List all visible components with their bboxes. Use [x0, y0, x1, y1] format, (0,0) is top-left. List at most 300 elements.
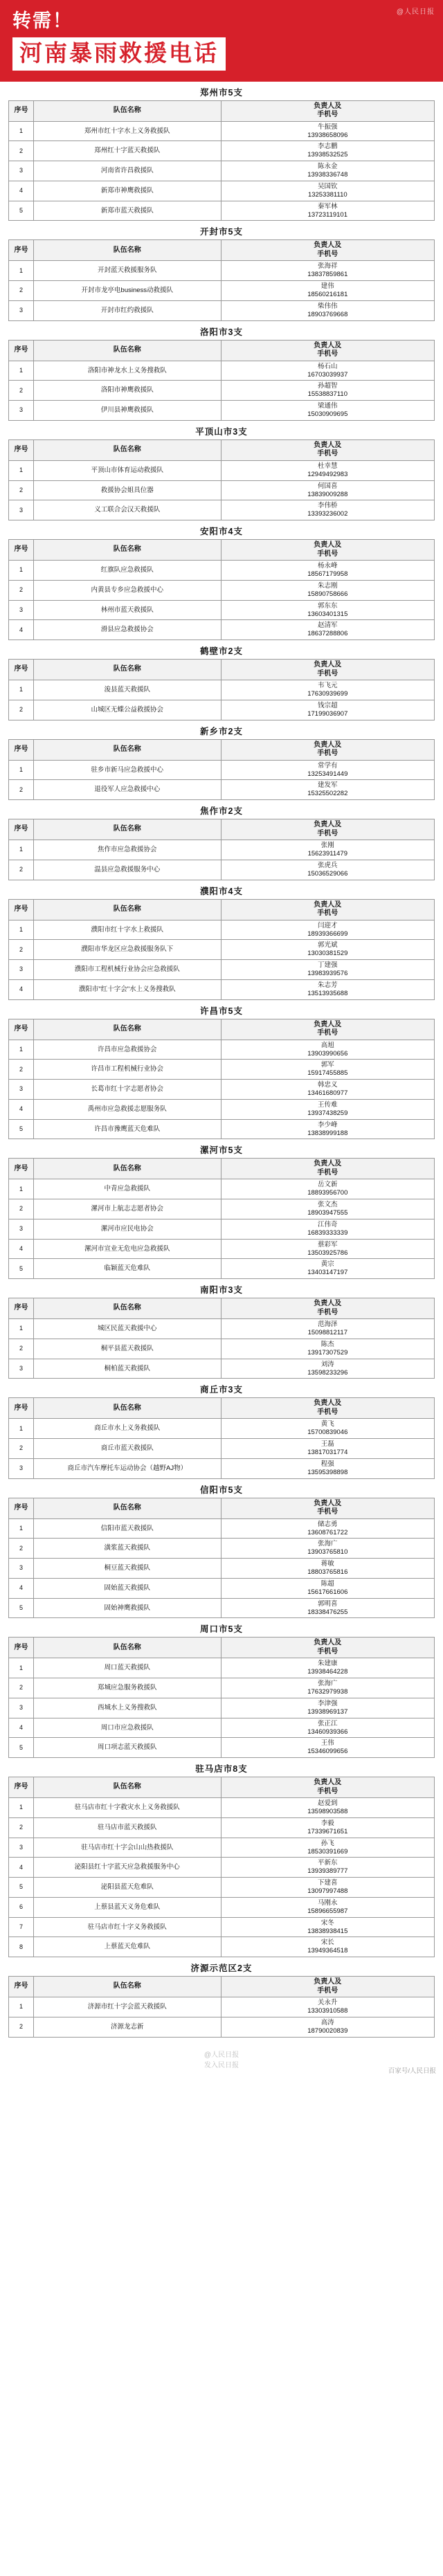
cell-index: 3 [9, 300, 34, 320]
contact-phone[interactable]: 17632979938 [307, 1688, 348, 1696]
column-header-contact [221, 439, 434, 460]
table-row [9, 1219, 435, 1239]
contact-phone[interactable]: 13303910588 [307, 2007, 348, 2015]
cell-team-name: 驻乡市新马应急救援中心 [34, 760, 222, 780]
table-row [9, 361, 435, 381]
contact-phone[interactable]: 13461680977 [307, 1089, 348, 1097]
region-title: 濮阳市4支 [200, 886, 243, 896]
cell-team-name: 开封市红约救援队 [34, 300, 222, 320]
table-row [9, 281, 435, 301]
contact-phone[interactable]: 13983939576 [307, 970, 348, 977]
contact-phone[interactable]: 18530391669 [307, 1847, 348, 1856]
column-header-contact [221, 819, 434, 840]
cell-index: 2 [9, 1439, 34, 1459]
column-header-contact-line1: 负责人及 [314, 1499, 342, 1507]
cell-index: 5 [9, 1259, 34, 1279]
column-header-contact-line2: 手机号 [317, 1029, 338, 1037]
column-header-index: 序号 [9, 1777, 34, 1798]
contact-phone[interactable]: 13460939366 [307, 1727, 348, 1736]
contact-name: 平新东 [318, 1859, 338, 1867]
region-block [0, 321, 443, 421]
table-row [9, 1658, 435, 1678]
table-row [9, 1359, 435, 1379]
column-header-contact-line2: 手机号 [317, 111, 338, 119]
contact-phone[interactable]: 13603401315 [307, 610, 348, 618]
contact-phone[interactable]: 15890758666 [307, 590, 348, 598]
rescue-team-table [8, 1637, 435, 1758]
table-row [9, 1578, 435, 1598]
cell-index: 2 [9, 580, 34, 600]
contact-phone[interactable]: 18939366699 [307, 929, 348, 938]
cell-contact [221, 1917, 434, 1937]
table-header-row [9, 739, 435, 760]
contact-phone[interactable]: 15030909695 [307, 410, 348, 418]
table-row [9, 1060, 435, 1080]
contact-phone[interactable]: 13598903588 [307, 1808, 348, 1815]
cell-index: 3 [9, 401, 34, 421]
contact-phone[interactable]: 13723119101 [307, 210, 347, 219]
cell-contact [221, 1738, 434, 1758]
cell-index: 1 [9, 840, 34, 860]
cell-index: 2 [9, 1539, 34, 1559]
contact-name: 李伟桥 [318, 502, 338, 510]
region-title: 南阳市3支 [200, 1285, 243, 1296]
table-row [9, 580, 435, 600]
contact-name: 杨石山 [318, 362, 338, 370]
contact-name: 下建喜 [318, 1879, 338, 1887]
watermark-top: @人民日报 [396, 8, 435, 16]
contact-phone[interactable]: 15896655987 [307, 1907, 348, 1915]
contact-name: 范海泽 [318, 1321, 338, 1329]
column-header-contact-line1: 负责人及 [314, 1160, 342, 1168]
table-row [9, 700, 435, 720]
cell-team-name: 开封蓝天救援服务队 [34, 261, 222, 281]
contact-phone[interactable]: 18567179958 [307, 570, 348, 578]
contact-phone[interactable]: 15700839046 [307, 1428, 348, 1437]
table-row [9, 261, 435, 281]
column-header-team: 队伍名称 [34, 739, 222, 760]
contact-name: 杨永峰 [318, 562, 338, 570]
contact-name: 李少峰 [318, 1121, 338, 1129]
table-row [9, 940, 435, 960]
cell-contact [221, 141, 434, 161]
cell-team-name: 周口市应急救援队 [34, 1718, 222, 1738]
cell-contact [221, 1080, 434, 1100]
contact-name: 王磊 [320, 1440, 334, 1449]
column-header-index: 序号 [9, 1638, 34, 1658]
column-header-contact [221, 899, 434, 920]
contact-name: 蒋敏 [320, 1560, 334, 1568]
cell-team-name: 新郑市蓝天救援队 [34, 201, 222, 221]
contact-phone[interactable]: 13817031774 [307, 1449, 348, 1456]
table-row [9, 1838, 435, 1858]
cell-index: 1 [9, 760, 34, 780]
cell-contact [221, 620, 434, 640]
cell-index: 3 [9, 1219, 34, 1239]
cell-contact [221, 940, 434, 960]
region-title: 安阳市4支 [200, 527, 243, 537]
cell-index: 2 [9, 2017, 34, 2037]
table-row [9, 1040, 435, 1060]
cell-index: 5 [9, 1878, 34, 1898]
contact-phone[interactable]: 15538837110 [307, 390, 347, 399]
cell-contact [221, 1997, 434, 2017]
region-title: 开封市5支 [200, 227, 243, 237]
cell-index: 4 [9, 1099, 34, 1119]
contact-name: 江伟奇 [318, 1220, 338, 1228]
cell-team-name: 新郑市神鹰救援队 [34, 181, 222, 201]
cell-team-name: 商丘市蓝天救援队 [34, 1439, 222, 1459]
rescue-team-table [8, 659, 435, 720]
column-header-contact-line1: 负责人及 [314, 242, 342, 250]
regions-container [0, 82, 443, 2038]
cell-team-name: 桐柏蓝天救援队 [34, 1359, 222, 1379]
cell-team-name: 城区民蓝天救援中心 [34, 1319, 222, 1339]
contact-phone[interactable]: 13598233296 [307, 1368, 348, 1377]
cell-team-name: 泌阳县蓝天危难队 [34, 1878, 222, 1898]
cell-contact [221, 1339, 434, 1359]
cell-contact [221, 2017, 434, 2037]
cell-index: 3 [9, 161, 34, 181]
column-header-team: 队伍名称 [34, 340, 222, 361]
column-header-contact [221, 1159, 434, 1179]
contact-name: 蔡彩军 [318, 1240, 338, 1249]
contact-phone[interactable]: 15098812117 [307, 1329, 347, 1336]
cell-index: 5 [9, 1598, 34, 1618]
contact-name: 张海广 [318, 1540, 338, 1548]
cell-contact [221, 1698, 434, 1718]
column-header-contact-line1: 负责人及 [314, 1639, 342, 1647]
contact-name: 程强 [320, 1460, 334, 1468]
contact-phone[interactable]: 13253381110 [307, 190, 347, 199]
table-row [9, 1817, 435, 1838]
table-row [9, 920, 435, 940]
cell-team-name: 濮阳市华龙区应急救援服务队下 [34, 940, 222, 960]
rescue-team-table [8, 100, 435, 221]
cell-contact [221, 1937, 434, 1957]
table-row [9, 1997, 435, 2017]
column-header-index: 序号 [9, 340, 34, 361]
column-header-index: 序号 [9, 100, 34, 121]
contact-phone[interactable]: 13837859861 [307, 271, 348, 279]
cell-index: 2 [9, 780, 34, 800]
cell-index: 2 [9, 1339, 34, 1359]
contact-phone[interactable]: 13917307529 [307, 1348, 348, 1357]
contact-phone[interactable]: 13253491449 [307, 770, 348, 778]
contact-phone[interactable]: 18903947555 [307, 1209, 348, 1217]
contact-name: 张海祥 [318, 262, 338, 271]
footer-source: 百家号/人民日报 [388, 2067, 436, 2075]
cell-index: 7 [9, 1917, 34, 1937]
contact-name: 张刚 [320, 842, 334, 850]
cell-contact [221, 1119, 434, 1139]
cell-team-name: 上蔡县蓝天义务危难队 [34, 1897, 222, 1917]
table-row [9, 1239, 435, 1259]
column-header-contact-line2: 手机号 [317, 669, 338, 678]
contact-phone[interactable]: 15617661606 [307, 1588, 348, 1596]
contact-phone[interactable]: 13838999188 [307, 1129, 348, 1137]
column-header-index: 序号 [9, 899, 34, 920]
table-row [9, 1878, 435, 1898]
column-header-contact-line2: 手机号 [317, 1647, 338, 1656]
column-header-contact [221, 100, 434, 121]
cell-index: 1 [9, 1319, 34, 1339]
contact-phone[interactable]: 13937438259 [307, 1109, 348, 1117]
contact-phone[interactable]: 13608761722 [307, 1528, 348, 1536]
cell-team-name: 郑州市红十字水上义务救援队 [34, 121, 222, 141]
cell-contact [221, 760, 434, 780]
table-row [9, 1099, 435, 1119]
region-title: 许昌市5支 [200, 1006, 243, 1016]
cell-contact [221, 780, 434, 800]
cell-index: 2 [9, 700, 34, 720]
contact-phone[interactable]: 13938532525 [307, 151, 348, 159]
region-title: 洛阳市3支 [200, 327, 243, 337]
cell-team-name: 固始蓝天救援队 [34, 1578, 222, 1598]
cell-contact [221, 1598, 434, 1618]
cell-team-name: 周口蓝天救援队 [34, 1658, 222, 1678]
cell-index: 2 [9, 141, 34, 161]
contact-phone[interactable]: 13903990656 [307, 1049, 348, 1058]
cell-index: 4 [9, 1578, 34, 1598]
rescue-team-table [8, 1298, 435, 1379]
cell-contact [221, 161, 434, 181]
contact-phone[interactable]: 13503925786 [307, 1249, 348, 1257]
region-title: 商丘市3支 [200, 1385, 243, 1395]
poster-footer [0, 2047, 443, 2079]
contact-phone[interactable]: 13839009288 [307, 490, 348, 498]
contact-phone[interactable]: 13938336748 [307, 171, 348, 179]
rescue-team-table [8, 439, 435, 520]
contact-phone[interactable]: 13403147197 [307, 1269, 348, 1277]
contact-name: 郭明喜 [318, 1599, 338, 1608]
cell-contact [221, 281, 434, 301]
table-header-row [9, 1019, 435, 1040]
column-header-contact [221, 240, 434, 261]
column-header-index: 序号 [9, 240, 34, 261]
cell-team-name: 浚县蓝天救援队 [34, 680, 222, 700]
cell-team-name: 驻马店市红十字救灾水上义务救援队 [34, 1798, 222, 1818]
column-header-team: 队伍名称 [34, 439, 222, 460]
contact-name: 孙飞 [320, 1839, 334, 1847]
rescue-team-table [8, 1397, 435, 1478]
cell-team-name: 濮阳市"红十字会"水上义务搜救队 [34, 979, 222, 999]
contact-phone[interactable]: 13393236002 [307, 510, 348, 518]
contact-phone[interactable]: 13949364518 [307, 1947, 348, 1955]
table-header-row [9, 819, 435, 840]
cell-index: 1 [9, 121, 34, 141]
column-header-contact-line1: 负责人及 [314, 1399, 342, 1408]
cell-index: 3 [9, 1698, 34, 1718]
cell-index: 1 [9, 261, 34, 281]
table-row [9, 1598, 435, 1618]
cell-contact [221, 1878, 434, 1898]
cell-contact [221, 1539, 434, 1559]
cell-contact [221, 1458, 434, 1478]
contact-name: 黄宗 [320, 1260, 334, 1269]
cell-team-name: 漯河市上航志志愿者协会 [34, 1199, 222, 1219]
cell-index: 5 [9, 1119, 34, 1139]
contact-phone[interactable]: 13903765810 [307, 1548, 348, 1557]
table-header-row [9, 1638, 435, 1658]
contact-phone[interactable]: 18803765816 [307, 1568, 348, 1576]
cell-contact [221, 181, 434, 201]
footer-watermark-line1: @人民日报 [204, 2051, 239, 2059]
contact-phone[interactable]: 17630939699 [307, 690, 348, 698]
contact-phone[interactable]: 13595398898 [307, 1468, 348, 1476]
cell-team-name: 桐平县蓝天救援队 [34, 1339, 222, 1359]
cell-index: 3 [9, 600, 34, 620]
cell-index: 6 [9, 1897, 34, 1917]
table-row [9, 1439, 435, 1459]
contact-phone[interactable]: 13938969137 [307, 1707, 348, 1716]
region-title: 焦作市2支 [200, 806, 243, 817]
rescue-team-table [8, 340, 435, 421]
cell-contact [221, 840, 434, 860]
contact-name: 张文杰 [318, 1201, 338, 1209]
cell-contact [221, 1858, 434, 1878]
contact-phone[interactable]: 13097997488 [307, 1887, 348, 1895]
contact-name: 郭军 [320, 1061, 334, 1069]
cell-index: 1 [9, 1419, 34, 1439]
table-row [9, 1539, 435, 1559]
cell-team-name: 河南省许昌救援队 [34, 161, 222, 181]
region-title: 平顶山市3支 [195, 426, 248, 437]
contact-name: 朱建康 [318, 1660, 338, 1668]
cell-index: 2 [9, 480, 34, 500]
table-header-row [9, 1298, 435, 1319]
table-row [9, 1678, 435, 1698]
contact-phone[interactable]: 13938464228 [307, 1668, 348, 1676]
headline-secondary: 河南暴雨救援电话 [12, 37, 226, 71]
region-block [0, 880, 443, 1000]
contact-phone[interactable]: 18338476255 [307, 1608, 348, 1616]
contact-phone[interactable]: 16703039937 [307, 370, 348, 379]
column-header-contact-line2: 手机号 [317, 1168, 338, 1177]
contact-phone[interactable]: 15325502282 [307, 790, 348, 798]
contact-phone[interactable]: 17339671651 [307, 1827, 348, 1835]
contact-phone[interactable]: 16839333339 [307, 1228, 348, 1237]
contact-phone[interactable]: 18637288806 [307, 630, 348, 638]
contact-phone[interactable]: 15623911479 [307, 850, 347, 858]
contact-name: 张正江 [318, 1719, 338, 1727]
region-title: 信阳市5支 [200, 1485, 243, 1495]
contact-phone[interactable]: 18560216181 [307, 291, 348, 298]
table-header-row [9, 1498, 435, 1518]
contact-phone[interactable]: 12949492983 [307, 470, 348, 478]
region-block [0, 1000, 443, 1140]
cell-index: 2 [9, 940, 34, 960]
contact-name: 柴伟伟 [318, 302, 338, 310]
cell-index: 1 [9, 1040, 34, 1060]
table-row [9, 979, 435, 999]
cell-contact [221, 1798, 434, 1818]
cell-index: 5 [9, 201, 34, 221]
table-header-row [9, 100, 435, 121]
table-header-row [9, 1398, 435, 1419]
column-header-index: 序号 [9, 1398, 34, 1419]
contact-phone[interactable]: 15346099656 [307, 1748, 348, 1756]
column-header-contact [221, 660, 434, 680]
contact-phone[interactable]: 18893956700 [307, 1189, 348, 1197]
contact-phone[interactable]: 18903769668 [307, 310, 348, 318]
region-title: 郑州市5支 [200, 87, 243, 98]
table-row [9, 500, 435, 520]
cell-team-name: 郑州红十字蓝天救援队 [34, 141, 222, 161]
cell-contact [221, 1838, 434, 1858]
contact-phone[interactable]: 13513935688 [307, 989, 348, 997]
contact-name: 黄飞 [320, 1420, 334, 1428]
cell-index: 2 [9, 1678, 34, 1698]
cell-team-name: 上蔡蓝天危难队 [34, 1937, 222, 1957]
contact-name: 张虎兵 [318, 861, 338, 869]
column-header-index: 序号 [9, 739, 34, 760]
contact-name: 陈永金 [318, 163, 338, 171]
cell-team-name: 济源市红十字会蓝天救援队 [34, 1997, 222, 2017]
contact-name: 关永升 [318, 1999, 338, 2007]
contact-phone[interactable]: 13938658096 [307, 131, 348, 139]
contact-name: 王传难 [318, 1100, 338, 1109]
contact-phone[interactable]: 13939389777 [307, 1867, 348, 1876]
contact-phone[interactable]: 18790020839 [307, 2026, 348, 2035]
table-row [9, 561, 435, 581]
cell-index: 1 [9, 1518, 34, 1539]
cell-index: 2 [9, 1199, 34, 1219]
table-row [9, 1179, 435, 1199]
column-header-index: 序号 [9, 819, 34, 840]
cell-index: 1 [9, 561, 34, 581]
rescue-team-table [8, 1976, 435, 2038]
contact-name: 牛振强 [318, 123, 338, 131]
table-header-row [9, 340, 435, 361]
cell-team-name: 平顶山市体育运动救援队 [34, 460, 222, 480]
table-row [9, 1518, 435, 1539]
cell-contact [221, 1319, 434, 1339]
contact-name: 闫迎才 [318, 921, 338, 929]
table-row [9, 181, 435, 201]
contact-phone[interactable]: 13838938415 [307, 1927, 348, 1935]
cell-team-name: 长葛市红十字志愿者协会 [34, 1080, 222, 1100]
table-row [9, 121, 435, 141]
contact-phone[interactable]: 17199036907 [307, 709, 348, 718]
cell-index: 1 [9, 1997, 34, 2017]
contact-name: 吴国钦 [318, 182, 338, 190]
contact-name: 李津强 [318, 1699, 338, 1707]
table-row [9, 960, 435, 980]
cell-team-name: 固始神鹰救援队 [34, 1598, 222, 1618]
contact-phone[interactable]: 15917455885 [307, 1069, 348, 1078]
contact-name: 高旭 [320, 1041, 334, 1049]
table-row [9, 1858, 435, 1878]
table-row [9, 1419, 435, 1439]
region-block [0, 221, 443, 320]
contact-name: 王伟 [320, 1739, 334, 1748]
region-block [0, 421, 443, 520]
contact-phone[interactable]: 13030381529 [307, 950, 348, 958]
contact-name: 韩忠义 [318, 1081, 338, 1089]
cell-index: 2 [9, 381, 34, 401]
column-header-contact-line1: 负责人及 [314, 821, 342, 829]
table-row [9, 780, 435, 800]
contact-name: 常学有 [318, 761, 338, 770]
table-row [9, 620, 435, 640]
cell-index: 1 [9, 460, 34, 480]
column-header-team: 队伍名称 [34, 1777, 222, 1798]
cell-team-name: 周口项志蓝天救援队 [34, 1738, 222, 1758]
contact-phone[interactable]: 15036529066 [307, 869, 348, 878]
table-header-row [9, 439, 435, 460]
cell-index: 3 [9, 1559, 34, 1579]
